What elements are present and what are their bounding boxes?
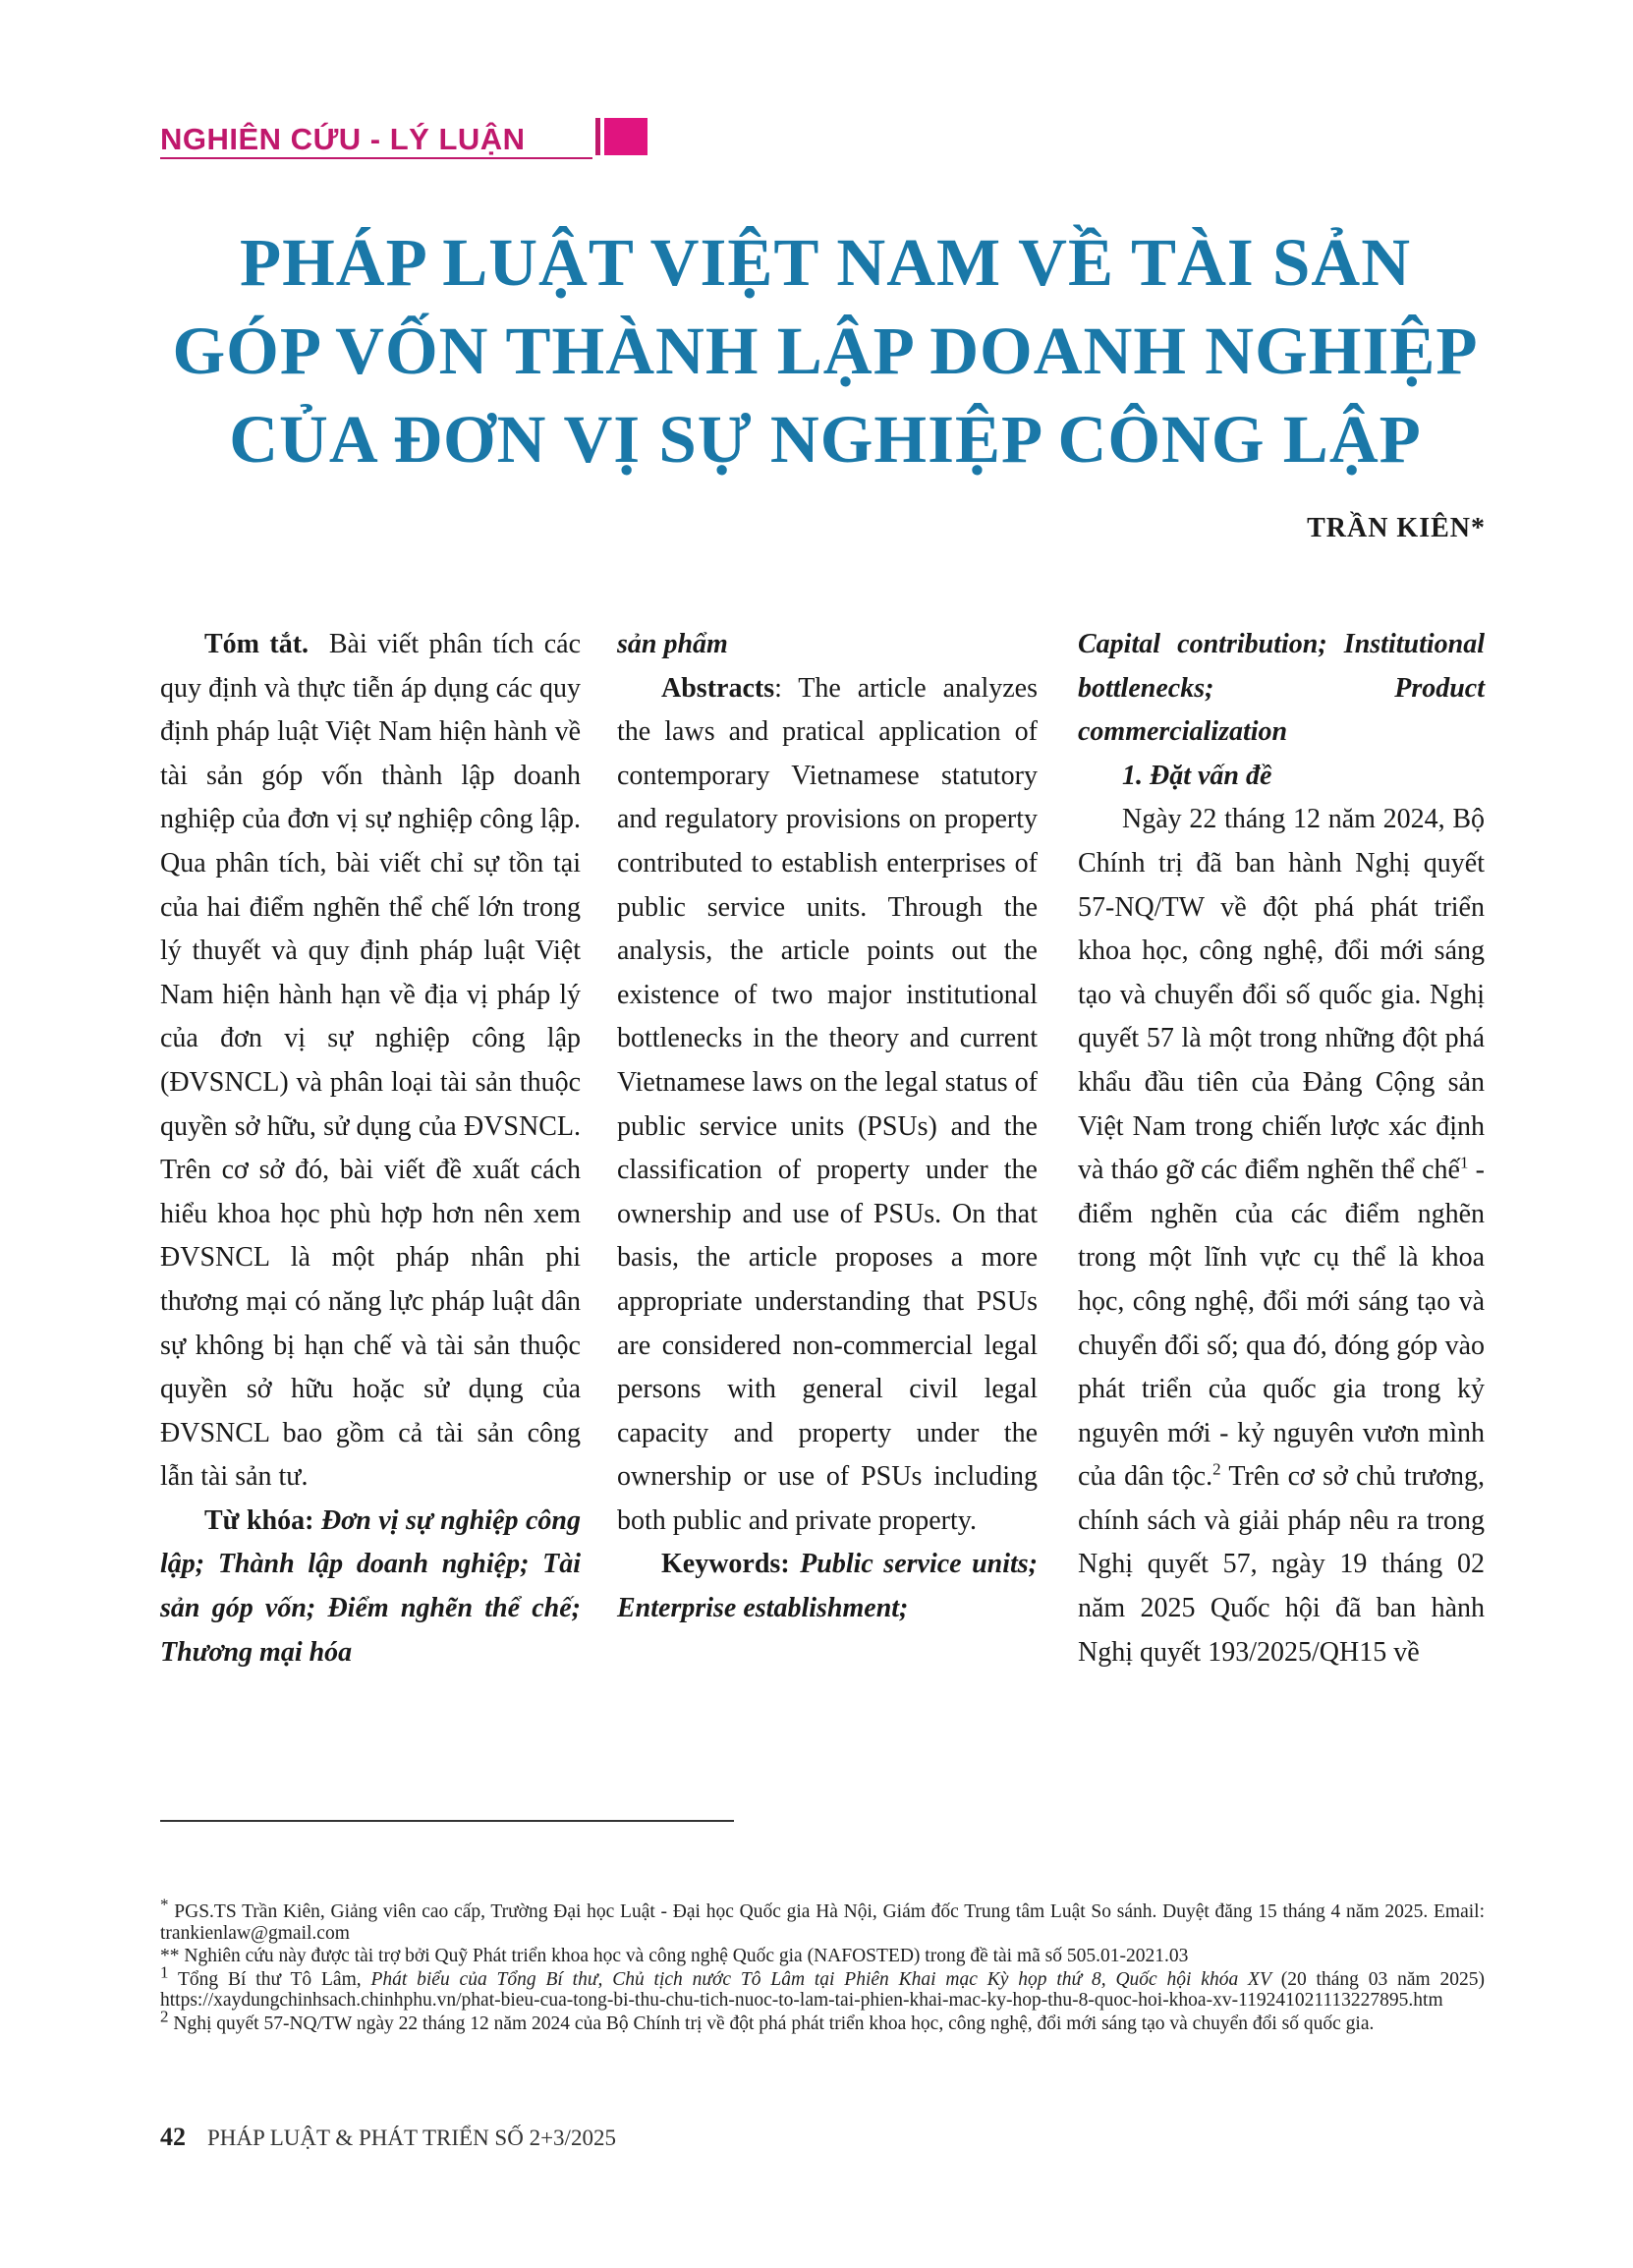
keywords-vi [160,1500,581,1674]
column-2 [617,623,1038,1631]
section-heading: 1. Đặt vấn đề [1122,760,1272,791]
section-accent-block [604,118,648,155]
page-number: 42 [160,2123,186,2151]
abstract-vi-label: Tóm tắt. [204,629,310,659]
footnote-1: $^1$ Tổng Bí thư Tô Lâm, Phát biểu của Tổng Bí thư, Chủ tịch nước Tô Lâm tại Phiên Khai mạc Kỳ họp thứ 8, Quốc hội khóa XV (20 tháng 03 năm 2025) https://xaydungchinhsach.chinhphu.vn/phat-bieu-cua-tong-bi-thu-chu-tich-nuoc-to-lam-tai-phien-khai-mac-ky-hop-thu-8-quoc-hoi-khoa-xv-119241021113227895.htm [160,1962,1485,2011]
page-footer [160,2123,616,2152]
author: TRẦN KIÊN* [1307,513,1486,543]
keywords-en [617,1543,1038,1630]
footnote-ref-2[interactable]: 2 [1212,1459,1221,1479]
footnotes [160,1895,1485,2036]
column-3 [1078,623,1485,1674]
keywords-en-label: Keywords: [661,1549,790,1580]
section-accent-thin [595,118,600,155]
abstract-en [617,667,1038,1544]
abstract-vi [160,623,581,1500]
keywords-en-continued: Capital contribution; Institutional bottlenecks; Product commercialization [1078,629,1485,748]
keywords-vi-label: Từ khóa: [204,1504,314,1536]
journal-name: PHÁP LUẬT & PHÁT TRIỂN SỐ 2+3/2025 [207,2126,616,2150]
abstract-vi-text: Bài viết phân tích các quy định và thực tiễn áp dụng các quy định pháp luật Việt Nam hiện hành về tài sản góp vốn thành lập doanh nghiệp của đơn vị sự nghiệp công lập. Qua phân tích, bài viết chỉ sự tồn tại của hai điểm nghẽn thể chế lớn trong lý thuyết và quy định pháp luật Việt Nam hiện hành hạn về địa vị pháp lý của đơn vị sự nghiệp công lập (ĐVSNCL) và phân loại tài sản thuộc quyền sở hữu, sử dụng của ĐVSNCL. Trên cơ sở đó, bài viết đề xuất cách hiểu khoa học phù hợp hơn nên xem ĐVSNCL là một pháp nhân phi thương mại có năng lực pháp luật dân sự không bị hạn chế và tài sản thuộc quyền sở hữu hoặc sử dụng của ĐVSNCL bao gồm cả tài sản công lẫn tài sản tư. [160,629,581,1493]
title-line-1: PHÁP LUẬT VIỆT NAM VỀ TÀI SẢN [239,225,1412,300]
section-label: NGHIÊN CỨU - LÝ LUẬN [160,122,526,156]
keywords-vi-text: Đơn vị sự nghiệp công lập; Thành lập doanh nghiệp; Tài sản góp vốn; Điểm nghẽn thể chế; Thương mại hóa [160,1504,581,1668]
footnote-ref-1[interactable]: 1 [1459,1153,1469,1172]
title-line-2: GÓP VỐN THÀNH LẬP DOANH NGHIỆP [172,313,1479,388]
abstract-en-label: Abstracts [661,672,775,704]
keywords-vi-continued: sản phẩm [617,629,728,659]
abstract-en-text: : The article analyzes the laws and pratical application of contemporary Vietnamese statutory and regulatory provisions on property contributed to establish enterprises of public service units. Through the analysis, the article points out the existence of two major institutional bottlenecks in the theory and current Vietnamese laws on the legal status of public service units (PSUs) and the classification of property under the ownership and use of PSUs. On that basis, the article proposes a more appropriate understanding that PSUs are considered non-commercial legal persons with general civil legal capacity and property under the ownership or use of PSUs including both public and private property. [617,672,1038,1536]
title-line-3: CỦA ĐƠN VỊ SỰ NGHIỆP CÔNG LẬP [229,402,1422,477]
article-title [98,218,1552,483]
footnote-rule [160,1820,734,1822]
footnote-2: $^2$ Nghị quyết 57-NQ/TW ngày 22 tháng 12 năm 2024 của Bộ Chính trị về đột phá phát triển khoa học, công nghệ, đổi mới sáng tạo và chuyển đổi số quốc gia. [160,2007,1375,2034]
footnote-funding: ** Nghiên cứu này được tài trợ bởi Quỹ Phát triển khoa học và công nghệ Quốc gia (NAFOSTED) trong đề tài mã số 505.01-2021.03 [160,1946,1189,1966]
footnote-author: * PGS.TS Trần Kiên, Giảng viên cao cấp, Trường Đại học Luật - Đại học Quốc gia Hà Nội, Giám đốc Trung tâm Luật So sánh. Duyệt đăng 15 tháng 4 năm 2025. Email: trankienlaw@gmail.com [160,1895,1485,1944]
keywords-en-text: Public service units; Enterprise establishment; [617,1549,1039,1624]
column-1 [160,623,581,1674]
section-underline [160,157,592,159]
section-body: Ngày 22 tháng 12 năm 2024, Bộ Chính trị đã ban hành Nghị quyết 57-NQ/TW về đột phá phát triển khoa học, công nghệ, đổi mới sáng tạo và chuyển đổi số quốc gia. Nghị quyết 57 là một trong những đột phá khẩu đầu tiên của Đảng Cộng sản Việt Nam trong chiến lược xác định và tháo gỡ các điểm nghẽn thể chế$^1$ - điểm nghẽn của các điểm nghẽn trong một lĩnh vực cụ thể là khoa học, công nghệ, đổi mới sáng tạo và chuyển đổi số; qua đó, đóng góp vào phát triển của quốc gia trong kỷ nguyên mới - kỷ nguyên vươn mình của dân tộc.$^2$ Trên cơ sở chủ trương, chính sách và giải pháp nêu ra trong Nghị quyết 57, ngày 19 tháng 02 năm 2025 Quốc hội đã ban hành Nghị quyết 193/2025/QH15 về [1078,804,1486,1668]
